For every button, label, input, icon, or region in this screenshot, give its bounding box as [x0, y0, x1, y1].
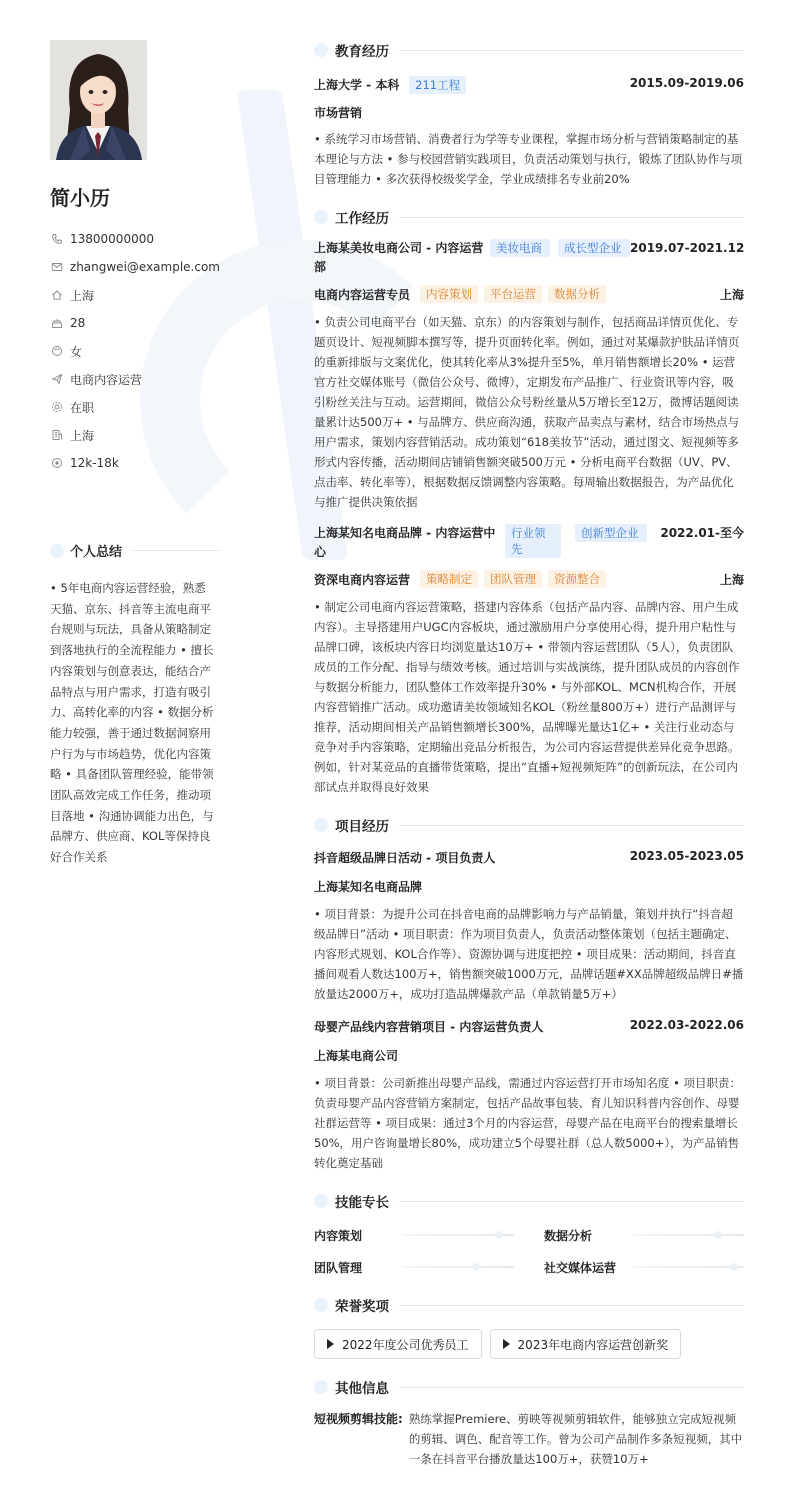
work-company: 上海某知名电商品牌 - 内容运营中心 [314, 526, 496, 559]
divider [399, 1305, 744, 1306]
play-icon [327, 1339, 334, 1349]
contact-status-text: 在职 [70, 400, 95, 415]
award-label: 2022年度公司优秀员工 [342, 1337, 469, 1352]
project-header [314, 849, 744, 866]
education-title: 教育经历 [335, 44, 389, 60]
education-header [314, 40, 744, 60]
divider [399, 1387, 744, 1388]
skills-header [314, 1191, 744, 1211]
work-skill-tag: 数据分析 [548, 285, 606, 303]
contact-email [50, 253, 220, 281]
skill-bar [402, 1234, 514, 1236]
project-org: 上海某知名电商品牌 [314, 880, 423, 894]
gender-icon [50, 344, 64, 358]
project-name: 抖音超级品牌日活动 - 项目负责人 [314, 851, 496, 865]
project-desc: • 项目背景：公司新推出母婴产品线，需通过内容运营打开市场知名度 • 项目职责：负责母婴产品内容营销方案制定，包括产品故事包装、育儿知识科普内容创作、母婴社群运营等 • 项目成果：通过3个月的内容运营，母婴产品在电商平台的搜索量增长50%，用户咨询量增长80%，成功建立5个母婴社群（总人数5000+），为产品销售转化奠定基础 [314, 1076, 742, 1170]
contact-list [50, 225, 220, 477]
section-dot-icon [314, 1298, 328, 1312]
contact-position [50, 365, 220, 393]
phone-icon [50, 232, 64, 246]
work-skill-tag: 资源整合 [548, 570, 606, 588]
project-name: 母婴产品线内容营销项目 - 内容运营负责人 [314, 1020, 544, 1034]
work-desc: • 负责公司电商平台（如天猫、京东）的内容策划与制作，包括商品详情页优化、专题页设计、短视频脚本撰写等，提升页面转化率。例如，通过对某爆款护肤品详情页的重新排版与文案优化，使其转化率从3%提升至5%，单月销售额增长20% • 运营官方社交媒体账号（微信公众号、微博），定期发布产品推广、行业资讯等内容，吸引粉丝关注与互动。运营期间，微信公众号粉丝量从5万增长至12万，微博话题阅读量累计达500万+ • 与品牌方、供应商沟通，获取产品卖点与素材，结合市场热点与用户需求，策划内容营销活动。成功策划“618美妆节”活动，通过图文、短视频等多形式内容传播，活动期间店铺销售额突破500万元 • 分析电商平台数据（UV、PV、点击率、转化率等），根据数据反馈调整内容策略。每周输出数据报告，为产品优化与推广提供决策依据 [314, 315, 740, 509]
section-dot-icon [314, 818, 328, 832]
section-dot-icon [314, 1194, 328, 1208]
work-job [314, 524, 744, 797]
work-desc: • 制定公司电商内容运营策略，搭建内容体系（包括产品内容、品牌内容、用户生成内容）。主导搭建用户UGC内容板块，通过激励用户分享使用心得，提升用户粘性与品牌口碑，该板块内容日均浏览量达10万+ • 带领内容运营团队（5人），负责团队成员的工作分配、指导与绩效考核。通过培训与实战演练，提升团队成员的内容创作与数据分析能力，团队整体工作效率提升30% • 与外部KOL、MCN机构合作，开展内容营销推广活动。成功邀请美妆领域知名KOL（粉丝量800万+）进行产品测评与推荐，活动期间相关产品销售额增长300%，品牌曝光量达1亿+ • 关注行业动态与竞争对手内容策略，定期输出竞品分析报告，为公司内容运营提供差异化竞争思路。例如，针对某竞品的直播带货策略，提出“直播+短视频矩阵”的创新玩法，在公司内部试点并取得良好效果 [314, 600, 740, 794]
project-desc: • 项目背景：为提升公司在抖音电商的品牌影响力与产品销量，策划并执行“抖音超级品牌日”活动 • 项目职责：作为项目负责人，负责活动整体策划（包括主题确定、内容形式规划、KOL合作等）、资源协调与进度把控 • 项目成果：活动期间，抖音直播间观看人数达100万+，销售额突破1000万元，品牌话题#XX品牌超级品牌日#播放量达2000万+，成功打造品牌爆款产品（单款销量5万+） [314, 907, 744, 1001]
education-desc: • 系统学习市场营销、消费者行为学等专业课程，掌握市场分析与营销策略制定的基本理论与方法 • 参与校园营销实践项目，负责活动策划与执行，锻炼了团队协作与项目管理能力 • 多次获得校级奖学金，学业成绩排名专业前20% [314, 132, 743, 186]
other-title: 其他信息 [335, 1381, 389, 1397]
contact-gender [50, 337, 220, 365]
work-job-header [314, 239, 744, 277]
awards-title: 荣誉奖项 [335, 1299, 389, 1315]
skill-name: 内容策划 [314, 1228, 363, 1243]
skill-name: 社交媒体运营 [544, 1260, 617, 1275]
award-item [490, 1329, 682, 1359]
contact-gender-text: 女 [70, 344, 83, 359]
contact-age [50, 309, 220, 337]
skill-item [314, 1225, 514, 1245]
projects-title: 项目经历 [335, 819, 389, 835]
project-item [314, 849, 744, 1004]
profile-photo [50, 40, 147, 160]
contact-position-text: 电商内容运营 [70, 372, 143, 387]
awards-header [314, 1295, 744, 1315]
contact-location-text: 上海 [70, 288, 95, 303]
divider [399, 825, 744, 826]
contact-salary [50, 449, 220, 477]
skill-item [544, 1257, 744, 1277]
divider [399, 217, 744, 218]
work-date: 2019.07-2021.12 [630, 241, 745, 255]
awards-list [314, 1329, 744, 1359]
skill-level-marker [714, 1231, 722, 1239]
age-icon [50, 316, 64, 330]
skills-grid [314, 1225, 744, 1277]
other-label: 短视频剪辑技能: [314, 1412, 403, 1426]
section-dot-icon [314, 43, 328, 57]
work-skill-tag: 平台运营 [484, 285, 542, 303]
work-city: 上海 [719, 572, 744, 587]
work-tag: 成长型企业 [558, 239, 630, 257]
contact-status [50, 393, 220, 421]
project-org: 上海某电商公司 [314, 1049, 399, 1063]
section-dot-icon [50, 544, 64, 558]
skills-title: 技能专长 [335, 1195, 389, 1211]
skill-name: 团队管理 [314, 1260, 363, 1275]
salary-icon [50, 456, 64, 470]
other-row [314, 1409, 744, 1469]
education-tag: 211工程 [409, 76, 466, 94]
award-label: 2023年电商内容运营创新奖 [517, 1337, 669, 1352]
right-column [314, 40, 744, 1469]
project-item [314, 1018, 744, 1173]
divider [399, 1201, 744, 1202]
contact-age-text: 28 [70, 316, 86, 330]
education-row [314, 76, 744, 94]
work-skill-tag: 策略制定 [420, 570, 478, 588]
work-header [314, 207, 744, 227]
work-role-row [314, 285, 744, 303]
skill-level-marker [495, 1231, 503, 1239]
divider [399, 50, 744, 51]
work-tag: 创新型企业 [575, 524, 647, 542]
project-header [314, 1018, 744, 1035]
work-title: 工作经历 [335, 211, 389, 227]
skill-name: 数据分析 [544, 1228, 593, 1243]
contact-location [50, 281, 220, 309]
left-column [50, 40, 220, 477]
project-date: 2022.03-2022.06 [629, 1018, 744, 1032]
contact-salary-text: 12k-18k [70, 456, 119, 470]
contact-work-city [50, 421, 220, 449]
email-icon [50, 260, 64, 274]
project-date: 2023.05-2023.05 [629, 849, 744, 863]
work-job-header [314, 524, 744, 562]
education-date: 2015.09-2019.06 [629, 76, 744, 90]
contact-phone [50, 225, 220, 253]
skill-bar [632, 1234, 744, 1236]
skill-bar [402, 1266, 514, 1268]
contact-phone-text: 13800000000 [70, 232, 154, 246]
work-skill-tag: 内容策划 [420, 285, 478, 303]
skill-item [314, 1257, 514, 1277]
other-text: 熟练掌握Premiere、剪映等视频剪辑软件，能够独立完成短视频的剪辑、调色、配音等工作。曾为公司产品制作多条短视频，其中一条在抖音平台播放量达100万+，获赞10万+ [408, 1412, 743, 1466]
avatar-illustration [50, 40, 147, 160]
send-icon [50, 372, 64, 386]
work-skill-tag: 团队管理 [484, 570, 542, 588]
skill-bar [632, 1266, 744, 1268]
work-role: 电商内容运营专员 [314, 287, 411, 302]
candidate-name: 简小历 [50, 186, 110, 210]
skill-item [544, 1225, 744, 1245]
work-tag: 行业领先 [505, 524, 561, 558]
building-icon [50, 428, 64, 442]
summary-text: • 5年电商内容运营经验，熟悉天猫、京东、抖音等主流电商平台规则与玩法，具备从策略制定到落地执行的全流程能力 • 擅长内容策划与创意表达，能结合产品特点与用户需求，打造有吸引力、高转化率的内容 • 数据分析能力较强，善于通过数据洞察用户行为与市场趋势，优化内容策略 • 具备团队管理经验，能带领团队高效完成工作任务，推动项目落地 • 沟通协调能力出色，与品牌方、供应商、KOL等保持良好合作关系 [50, 581, 214, 865]
contact-email-text: zhangwei@example.com [69, 260, 220, 274]
work-role-row [314, 570, 744, 588]
status-icon [50, 400, 64, 414]
skill-level-marker [730, 1263, 738, 1271]
summary-title: 个人总结 [70, 545, 123, 560]
divider [132, 550, 220, 551]
education-school: 上海大学 - 本科 [314, 78, 400, 92]
work-tag: 美妆电商 [490, 239, 550, 257]
projects-header [314, 815, 744, 835]
work-company: 上海某美妆电商公司 - 内容运营部 [314, 241, 484, 274]
work-role: 资深电商内容运营 [314, 572, 411, 587]
award-item [314, 1329, 482, 1359]
play-icon [503, 1339, 510, 1349]
skill-level-marker [472, 1263, 480, 1271]
education-major: 市场营销 [314, 106, 363, 120]
contact-work-city-text: 上海 [70, 428, 95, 443]
home-icon [50, 288, 64, 302]
section-dot-icon [314, 1380, 328, 1394]
work-job [314, 239, 744, 512]
work-city: 上海 [719, 287, 744, 302]
work-date: 2022.01-至今 [660, 526, 744, 540]
summary-header [50, 541, 220, 560]
section-dot-icon [314, 210, 328, 224]
other-header [314, 1377, 744, 1397]
